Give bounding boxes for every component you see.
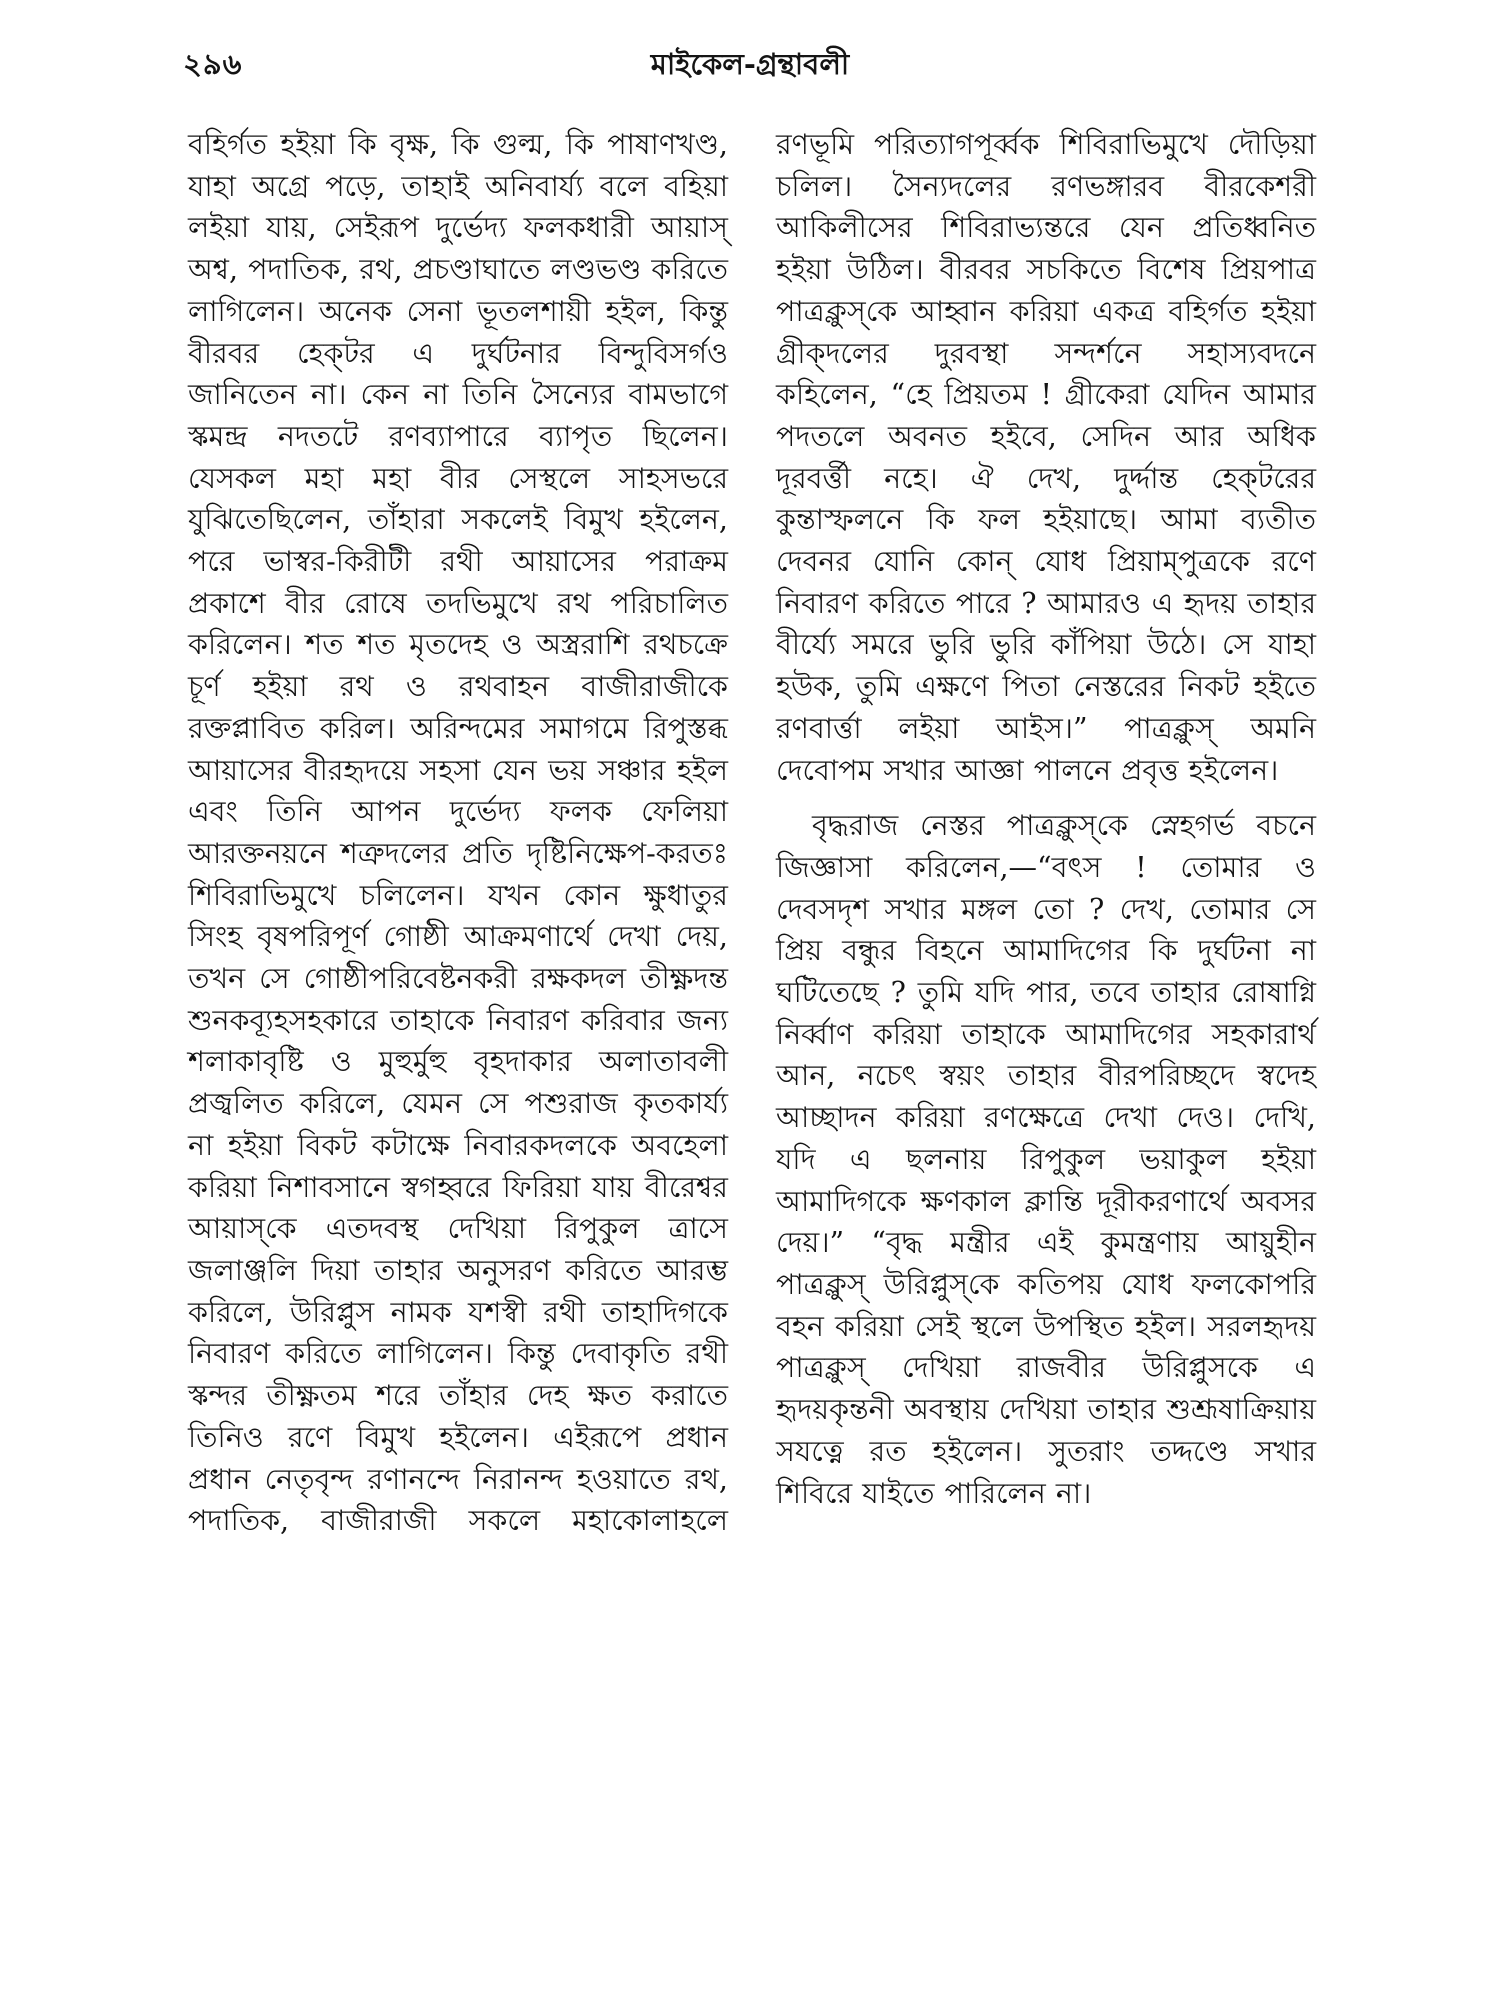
right-column-paragraph-2: বৃদ্ধরাজ নেস্তর পাত্রক্লুস্‌কে স্নেহগর্ভ বচনে জিজ্ঞাসা করিলেন,—“বৎস ! তোমার ও দেবসদৃশ সখার মঙ্গল তো ? দেখ, তোমার সে প্রিয় বন্ধুর বিহনে আমাদিগের কি দুর্ঘটনা না ঘটিতেছে ? তুমি যদি পার, তবে তাহার রোষাগ্নি নির্ব্বাণ করিয়া তাহাকে আমাদিগের সহকারার্থ আন, নচেৎ স্বয়ং তাহার বীরপরিচ্ছদে স্বদেহ আচ্ছাদন করিয়া রণক্ষেত্রে দেখা দেও। দেখি, যদি এ ছলনায় রিপুকুল ভয়াকুল হইয়া আমাদিগকে ক্ষণকাল ক্লান্তি দূরীকরণার্থে অবসর দেয়।” “বৃদ্ধ মন্ত্রীর এই কুমন্ত্রণায় আয়ুহীন পাত্রক্লুস্‌ উরিপ্লুস্‌কে কতিপয় যোধ ফলকোপরি বহন করিয়া সেই স্থলে উপস্থিত হইল। সরলহৃদয় পাত্রক্লুস্‌ দেখিয়া রাজবীর উরিপ্লুসকে এ হৃদয়কৃন্তনী অবস্থায় দেখিয়া তাহার শুশ্রূষাক্রিয়ায় সযত্নে রত হইলেন। সুতরাং তদ্দণ্ডে সখার শিবিরে যাইতে পারিলেন না।: [776, 809, 1316, 1510]
running-title: মাইকেল-গ্রন্থাবলী: [650, 47, 850, 81]
paragraph-gap: [776, 791, 1316, 805]
right-column: [776, 124, 1316, 1514]
left-column-paragraph: বহির্গত হইয়া কি বৃক্ষ, কি গুল্ম, কি পাষাণখণ্ড, যাহা অগ্রে পড়ে, তাহাই অনিবার্য্য বলে বহিয়া লইয়া যায়, সেইরূপ দুর্ভেদ্য ফলকধারী আয়াস্‌ অশ্ব, পদাতিক, রথ, প্রচণ্ডাঘাতে লণ্ডভণ্ড করিতে লাগিলেন। অনেক সেনা ভূতলশায়ী হইল, কিন্তু বীরবর হেক্‌টর এ দুর্ঘটনার বিন্দুবিসর্গও জানিতেন না। কেন না তিনি সৈন্যের বামভাগে স্কমন্দ্র নদতটে রণব্যাপারে ব্যাপৃত ছিলেন। যেসকল মহা মহা বীর সেস্থলে সাহসভরে যুঝিতেছিলেন, তাঁহারা সকলেই বিমুখ হইলেন, পরে ভাস্বর-কিরীটী রথী আয়াসের পরাক্রম প্রকাশে বীর রোষে তদভিমুখে রথ পরিচালিত করিলেন। শত শত মৃতদেহ ও অস্ত্ররাশি রথচক্রে চূর্ণ হইয়া রথ ও রথবাহন বাজীরাজীকে রক্তপ্লাবিত করিল। অরিন্দমের সমাগমে রিপুস্তব্ধ আয়াসের বীরহৃদয়ে সহসা যেন ভয় সঞ্চার হইল এবং তিনি আপন দুর্ভেদ্য ফলক ফেলিয়া আরক্তনয়নে শত্রুদলের প্রতি দৃষ্টিনিক্ষেপ-করতঃ শিবিরাভিমুখে চলিলেন। যখন কোন ক্ষুধাতুর সিংহ বৃষপরিপূর্ণ গোষ্ঠী আক্রমণার্থে দেখা দেয়, তখন সে গোষ্ঠীপরিবেষ্টনকরী রক্ষকদল তীক্ষ্ণদন্ত শুনকব্যূহসহকারে তাহাকে নিবারণ করিবার জন্য শলাকাবৃষ্টি ও মুহুর্মুহু বৃহদাকার অলাতাবলী প্রজ্বলিত করিলে, যেমন সে পশুরাজ কৃতকার্য্য না হইয়া বিকট কটাক্ষে নিবারকদলকে অবহেলা করিয়া নিশাবসানে স্বগহ্বরে ফিরিয়া যায় বীরেশ্বর আয়াস্‌কে এতদবস্থ দেখিয়া রিপুকুল ত্রাসে জলাঞ্জলি দিয়া তাহার অনুসরণ করিতে আরম্ভ করিলে, উরিপ্লুস নামক যশস্বী রথী তাহাদিগকে নিবারণ করিতে লাগিলেন। কিন্তু দেবাকৃতি রথী স্কন্দর তীক্ষ্ণতম শরে তাঁহার দেহ ক্ষত করাতে তিনিও রণে বিমুখ হইলেন। এইরূপে প্রধান প্রধান নেতৃবৃন্দ রণানন্দে নিরানন্দ হওয়াতে রথ, পদাতিক, বাজীরাজী সকলে মহাকোলাহলে: [188, 128, 728, 1538]
left-column: [188, 124, 728, 1542]
right-column-paragraph-1: রণভূমি পরিত্যাগপূর্ব্বক শিবিরাভিমুখে দৌড়িয়া চলিল। সৈন্যদলের রণভঙ্গারব বীরকেশরী আকিলীসের শিবিরাভ্যন্তরে যেন প্রতিধ্বনিত হইয়া উঠিল। বীরবর সচকিতে বিশেষ প্রিয়পাত্র পাত্রক্লুস্‌কে আহ্বান করিয়া একত্র বহির্গত হইয়া গ্রীক্‌দলের দুরবস্থা সন্দর্শনে সহাস্যবদনে কহিলেন, “হে প্রিয়তম ! গ্রীকেরা যেদিন আমার পদতলে অবনত হইবে, সেদিন আর অধিক দূরবর্ত্তী নহে। ঐ দেখ, দুর্দ্দান্ত হেক্‌টরের কুন্তাস্ফলনে কি ফল হইয়াছে। আমা ব্যতীত দেবনর যোনি কোন্‌ যোধ প্রিয়াম্‌পুত্রকে রণে নিবারণ করিতে পারে ? আমারও এ হৃদয় তাহার বীর্য্যে সমরে ভুরি ভুরি কাঁপিয়া উঠে। সে যাহা হউক, তুমি এক্ষণে পিতা নেস্তরের নিকট হইতে রণবার্ত্তা লইয়া আইস।” পাত্রক্লুস্‌ অমনি দেবোপম সখার আজ্ঞা পালনে প্রবৃত্ত হইলেন।: [776, 128, 1316, 787]
page-number: ২৯৬: [183, 47, 243, 81]
